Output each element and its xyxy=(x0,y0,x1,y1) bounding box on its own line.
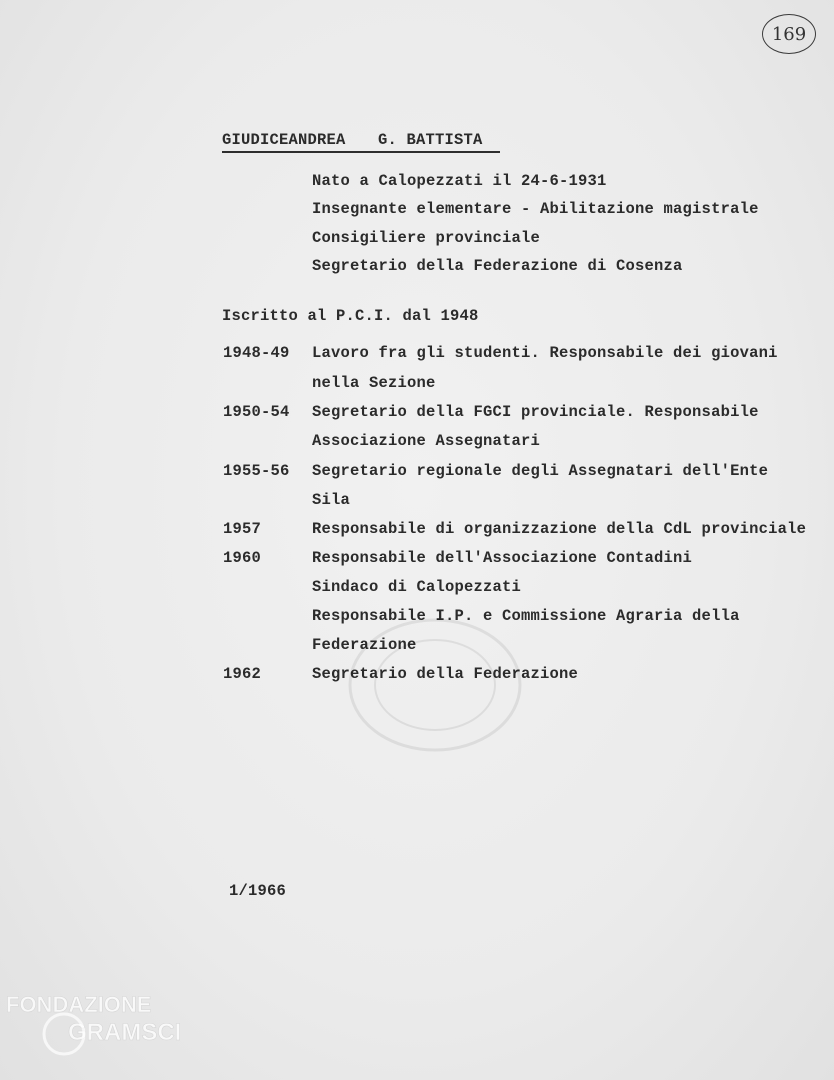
career-line: Responsabile I.P. e Commissione Agraria della xyxy=(312,607,740,625)
career-line: nella Sezione xyxy=(312,374,436,392)
career-line: Segretario regionale degli Assegnatari dell'Ente xyxy=(312,462,769,480)
career-line: Sindaco di Calopezzati xyxy=(312,578,522,596)
party-membership: Iscritto al P.C.I. dal 1948 xyxy=(222,307,479,325)
career-line: Responsabile dell'Associazione Contadini xyxy=(312,549,693,567)
career-line: Segretario della Federazione xyxy=(312,665,579,683)
career-year: 1962 xyxy=(223,665,262,683)
career-line: Federazione xyxy=(312,636,417,654)
page-number-circled xyxy=(762,14,816,54)
surname: GIUDICEANDREA xyxy=(222,131,346,149)
faint-stamp-icon xyxy=(340,610,530,760)
page-number-text: 169 xyxy=(771,23,807,45)
heading-underline xyxy=(222,151,500,153)
watermark-line-2: GRAMSCI xyxy=(68,1019,182,1046)
person-heading xyxy=(222,133,500,153)
career-line: Segretario della FGCI provinciale. Responsabile xyxy=(312,403,759,421)
career-line: Lavoro fra gli studenti. Responsabile dei giovani xyxy=(312,344,778,362)
document-date: 1/1966 xyxy=(229,882,287,900)
bio-line: Nato a Calopezzati il 24-6-1931 xyxy=(312,172,607,190)
career-year: 1960 xyxy=(223,549,262,567)
bio-line: Segretario della Federazione di Cosenza xyxy=(312,257,683,275)
career-line: Responsabile di organizzazione della CdL provinciale xyxy=(312,520,807,538)
career-year: 1957 xyxy=(223,520,262,538)
career-year: 1948-49 xyxy=(223,344,290,362)
bio-line: Insegnante elementare - Abilitazione magistrale xyxy=(312,200,759,218)
career-year: 1955-56 xyxy=(223,462,290,480)
watermark-line-1: FONDAZIONE xyxy=(6,992,152,1017)
career-line: Associazione Assegnatari xyxy=(312,432,541,450)
bio-line: Consigiliere provinciale xyxy=(312,229,541,247)
career-line: Sila xyxy=(312,491,351,509)
career-year: 1950-54 xyxy=(223,403,290,421)
fondazione-gramsci-watermark-icon xyxy=(6,990,206,1070)
first-name: G. BATTISTA xyxy=(378,131,483,149)
